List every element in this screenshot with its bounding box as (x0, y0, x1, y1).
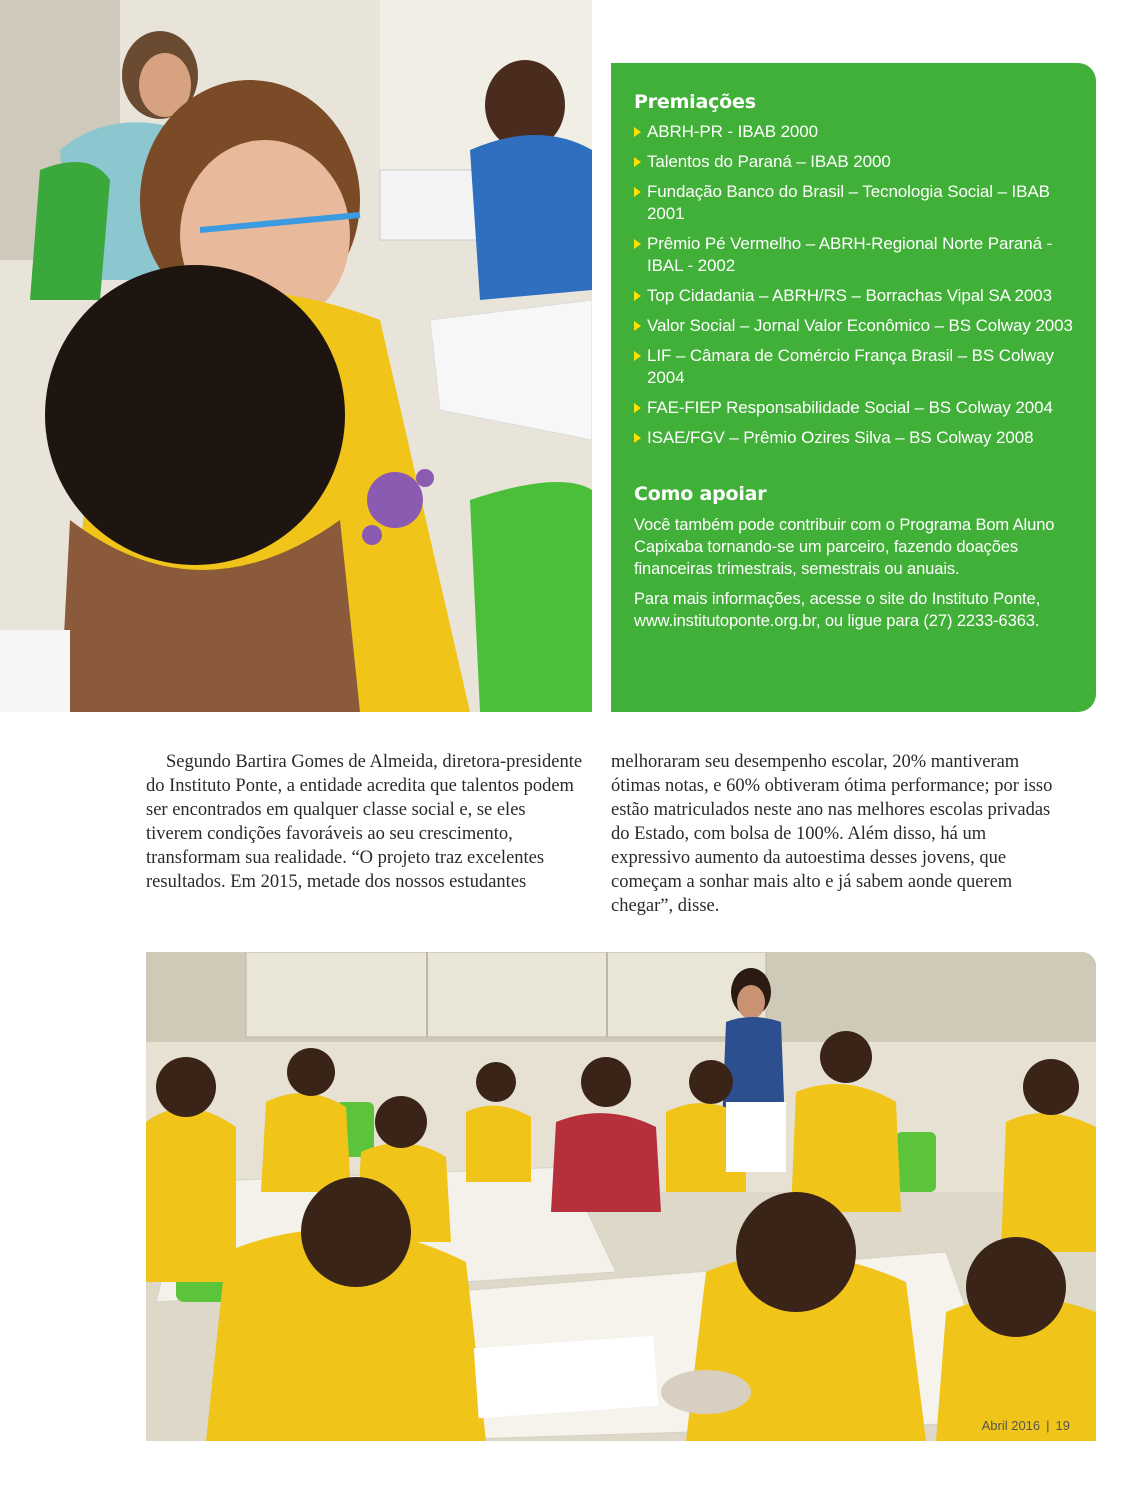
award-item: Top Cidadania – ABRH/RS – Borrachas Vipal SA 2003 (634, 285, 1076, 307)
page-footer (982, 1418, 1070, 1433)
bullet-arrow-icon (634, 127, 641, 137)
awards-heading: Premiações (634, 91, 756, 113)
bullet-arrow-icon (634, 351, 641, 361)
award-item: Fundação Banco do Brasil – Tecnologia Social – IBAB 2001 (634, 181, 1076, 225)
bullet-arrow-icon (634, 433, 641, 443)
award-item: ISAE/FGV – Prêmio Ozires Silva – BS Colway 2008 (634, 427, 1076, 449)
award-item: Prêmio Pé Vermelho – ABRH-Regional Norte Paraná - IBAL - 2002 (634, 233, 1076, 277)
issue-date: Abril 2016 (981, 1418, 1041, 1433)
awards-list (634, 121, 1076, 449)
award-item: FAE-FIEP Responsabilidade Social – BS Colway 2004 (634, 397, 1076, 419)
award-item: LIF – Câmara de Comércio França Brasil – BS Colway 2004 (634, 345, 1076, 389)
support-heading: Como apoiar (634, 483, 767, 505)
awards-sidebar-box (611, 63, 1096, 712)
bottom-classroom-photo (146, 952, 1096, 1441)
bullet-arrow-icon (634, 403, 641, 413)
bullet-arrow-icon (634, 239, 641, 249)
award-item: Valor Social – Jornal Valor Econômico – BS Colway 2003 (634, 315, 1076, 337)
award-item: ABRH-PR - IBAB 2000 (634, 121, 1076, 143)
support-paragraph: Você também pode contribuir com o Programa Bom Aluno Capixaba tornando-se um parceiro, fazendo doações financeiras trimestrais, semestrais ou anuais. (634, 516, 1055, 578)
bullet-arrow-icon (634, 321, 641, 331)
contact-paragraph: Para mais informações, acesse o site do Instituto Ponte, www.institutoponte.org.br, ou ligue para (27) 2233-6363. (634, 590, 1041, 630)
page-number: 19 (1055, 1418, 1070, 1433)
footer-separator: | (1046, 1418, 1050, 1433)
article-column-left: Segundo Bartira Gomes de Almeida, diretora-presidente do Instituto Ponte, a entidade acredita que talentos podem ser encontrados em qualquer classe social e, se eles tiverem condições favoráveis ao seu crescimento, transformam sua realidade. “O projeto traz excelentes resultados. Em 2015, metade dos nossos estudantes (146, 752, 583, 892)
bullet-arrow-icon (634, 187, 641, 197)
bullet-arrow-icon (634, 291, 641, 301)
article-column-right: melhoraram seu desempenho escolar, 20% mantiveram ótimas notas, e 60% obtiveram ótima performance; por isso estão matriculados neste ano nas melhores escolas privadas do Estado, com bolsa de 100%. Além disso, há um expressivo aumento da autoestima desses jovens, que começam a sonhar mais alto e já sabem aonde querem chegar”, disse. (611, 752, 1053, 916)
bullet-arrow-icon (634, 157, 641, 167)
award-item: Talentos do Paraná – IBAB 2000 (634, 151, 1076, 173)
top-classroom-photo (0, 0, 592, 712)
